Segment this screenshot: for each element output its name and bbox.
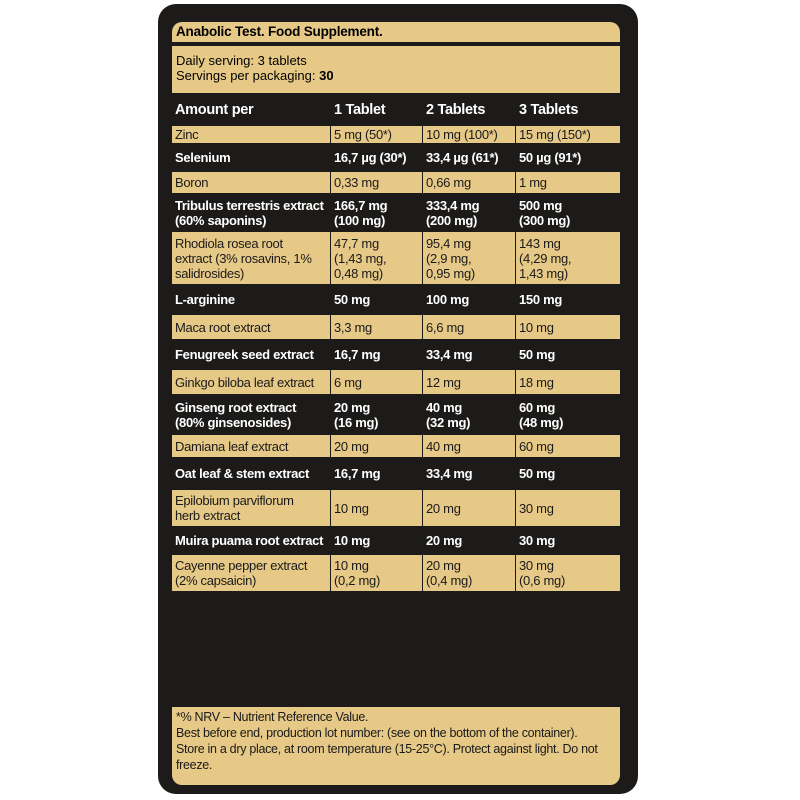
amount-3-tablets-cell: 30 mg (0,6 mg) <box>516 555 620 591</box>
amount-3-tablets-cell: 60 mg (48 mg) <box>516 397 620 432</box>
table-row <box>172 196 620 229</box>
nutrient-name-cell: Boron <box>172 172 331 193</box>
nutrient-name-cell: Zinc <box>172 126 331 143</box>
amount-1-tablet-cell: 10 mg <box>331 529 423 552</box>
nutrient-name-cell: Damiana leaf extract <box>172 435 331 457</box>
amount-3-tablets-cell: 143 mg (4,29 mg, 1,43 mg) <box>516 232 620 284</box>
amount-3-tablets-cell: 30 mg <box>516 529 620 552</box>
amount-2-tablets-cell: 40 mg (32 mg) <box>423 397 516 432</box>
amount-1-tablet-cell: 16,7 mg <box>331 342 423 367</box>
nutrition-table <box>172 94 620 594</box>
amount-1-tablet-cell: 16,7 µg (30*) <box>331 146 423 169</box>
amount-3-tablets-cell: 30 mg <box>516 490 620 526</box>
servings-per-packaging <box>176 68 620 83</box>
header-3-tablets: 3 Tablets <box>516 97 620 123</box>
table-row <box>172 146 620 169</box>
daily-serving-text: Daily serving: 3 tablets <box>176 53 307 68</box>
amount-2-tablets-cell: 20 mg <box>423 529 516 552</box>
amount-2-tablets-cell: 33,4 mg <box>423 342 516 367</box>
table-row <box>172 232 620 284</box>
amount-1-tablet-cell: 20 mg <box>331 435 423 457</box>
nutrient-name-cell: Oat leaf & stem extract <box>172 460 331 487</box>
amount-1-tablet-cell: 16,7 mg <box>331 460 423 487</box>
header-2-tablets: 2 Tablets <box>423 97 516 123</box>
nutrient-name-cell: Ginseng root extract (80% ginsenosides) <box>172 397 331 432</box>
table-header-row <box>172 97 620 123</box>
table-row <box>172 397 620 432</box>
table-row <box>172 529 620 552</box>
amount-2-tablets-cell: 6,6 mg <box>423 315 516 339</box>
amount-2-tablets-cell: 40 mg <box>423 435 516 457</box>
amount-1-tablet-cell: 10 mg <box>331 490 423 526</box>
table-row <box>172 342 620 367</box>
table-row <box>172 315 620 339</box>
nutrient-name-cell: Maca root extract <box>172 315 331 339</box>
amount-2-tablets-cell: 10 mg (100*) <box>423 126 516 143</box>
amount-1-tablet-cell: 47,7 mg (1,43 mg, 0,48 mg) <box>331 232 423 284</box>
nutrient-name-cell: Fenugreek seed extract <box>172 342 331 367</box>
amount-3-tablets-cell: 10 mg <box>516 315 620 339</box>
amount-2-tablets-cell: 20 mg <box>423 490 516 526</box>
amount-3-tablets-cell: 1 mg <box>516 172 620 193</box>
header-1-tablet: 1 Tablet <box>331 97 423 123</box>
amount-1-tablet-cell: 3,3 mg <box>331 315 423 339</box>
amount-3-tablets-cell: 50 µg (91*) <box>516 146 620 169</box>
table-row <box>172 460 620 487</box>
amount-3-tablets-cell: 50 mg <box>516 460 620 487</box>
amount-2-tablets-cell: 95,4 mg (2,9 mg, 0,95 mg) <box>423 232 516 284</box>
best-before-note: Best before end, production lot number: (see on the bottom of the container). <box>176 726 578 740</box>
amount-1-tablet-cell: 166,7 mg (100 mg) <box>331 196 423 229</box>
nutrient-name-cell: L-arginine <box>172 287 331 312</box>
nutrient-name-cell: Tribulus terrestris extract (60% saponins) <box>172 196 331 229</box>
table-row <box>172 370 620 394</box>
table-row <box>172 555 620 591</box>
nutrient-name-cell: Muira puama root extract <box>172 529 331 552</box>
header-amount-per: Amount per <box>172 97 331 123</box>
servings-per-packaging-label: Servings per packaging: <box>176 68 320 83</box>
nutrient-name-cell: Selenium <box>172 146 331 169</box>
amount-1-tablet-cell: 6 mg <box>331 370 423 394</box>
nutrient-name-cell: Ginkgo biloba leaf extract <box>172 370 331 394</box>
amount-2-tablets-cell: 333,4 mg (200 mg) <box>423 196 516 229</box>
nutrient-name-cell: Rhodiola rosea root extract (3% rosavins, 1% salidrosides) <box>172 232 331 284</box>
amount-2-tablets-cell: 33,4 µg (61*) <box>423 146 516 169</box>
amount-2-tablets-cell: 20 mg (0,4 mg) <box>423 555 516 591</box>
label-footer <box>172 707 620 785</box>
amount-1-tablet-cell: 20 mg (16 mg) <box>331 397 423 432</box>
nutrient-name-cell: Cayenne pepper extract (2% capsaicin) <box>172 555 331 591</box>
amount-2-tablets-cell: 100 mg <box>423 287 516 312</box>
amount-3-tablets-cell: 60 mg <box>516 435 620 457</box>
serving-info <box>172 46 620 93</box>
amount-1-tablet-cell: 5 mg (50*) <box>331 126 423 143</box>
amount-3-tablets-cell: 50 mg <box>516 342 620 367</box>
amount-2-tablets-cell: 33,4 mg <box>423 460 516 487</box>
nrv-note: *% NRV – Nutrient Reference Value. <box>176 710 369 724</box>
table-row <box>172 172 620 193</box>
amount-1-tablet-cell: 10 mg (0,2 mg) <box>331 555 423 591</box>
nutrient-name-cell: Epilobium parviflorum herb extract <box>172 490 331 526</box>
label-title: Anabolic Test. Food Supplement. <box>172 22 620 42</box>
table-row <box>172 490 620 526</box>
amount-3-tablets-cell: 150 mg <box>516 287 620 312</box>
nutrition-table-body <box>172 126 620 591</box>
amount-3-tablets-cell: 500 mg (300 mg) <box>516 196 620 229</box>
amount-3-tablets-cell: 18 mg <box>516 370 620 394</box>
table-row <box>172 126 620 143</box>
amount-2-tablets-cell: 12 mg <box>423 370 516 394</box>
storage-note: Store in a dry place, at room temperature (15-25°C). Protect against light. Do not freeze. <box>176 742 598 772</box>
servings-per-packaging-value: 30 <box>319 68 334 83</box>
amount-2-tablets-cell: 0,66 mg <box>423 172 516 193</box>
amount-3-tablets-cell: 15 mg (150*) <box>516 126 620 143</box>
table-row <box>172 435 620 457</box>
amount-1-tablet-cell: 50 mg <box>331 287 423 312</box>
amount-1-tablet-cell: 0,33 mg <box>331 172 423 193</box>
supplement-label-card <box>158 4 638 794</box>
table-row <box>172 287 620 312</box>
